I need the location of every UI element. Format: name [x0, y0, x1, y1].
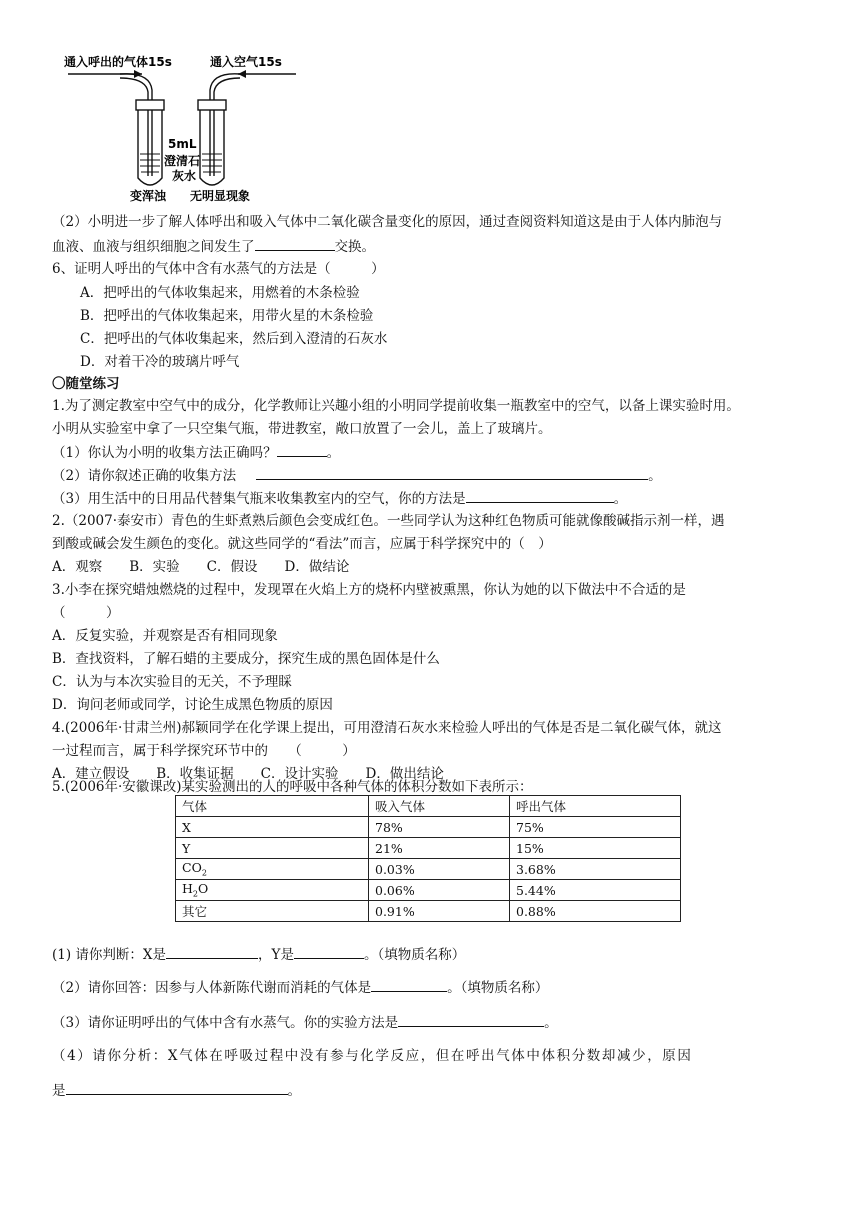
q6-option-b[interactable]: B．把呼出的气体收集起来，用带火星的木条检验	[80, 308, 374, 324]
p2-line1: 2.（2007·泰安市）青色的生虾煮熟后颜色会变成红色。一些同学认为这种红色物质可能就像酸碱指示剂一样，遇	[52, 513, 725, 529]
figure-result-left: 变浑浊	[130, 189, 167, 203]
figure-volume-label: 5mL	[168, 137, 197, 151]
p5-q1	[52, 944, 465, 965]
p1-q1-blank[interactable]	[277, 442, 327, 457]
p1-q2	[52, 465, 662, 486]
p5-q3-tail: 。	[544, 1015, 558, 1031]
p1-line2: 小明从实验室中拿了一只空集气瓶，带进教室，敞口放置了一会儿，盖上了玻璃片。	[52, 421, 552, 437]
p3-line1: 3.小李在探究蜡烛燃烧的过程中，发现罩在火焰上方的烧杯内壁被熏黑，你认为她的以下做法中不合适的是	[52, 582, 686, 598]
p1-q3-blank[interactable]	[466, 488, 614, 503]
p5-q1-tail: 。（填物质名称）	[363, 947, 466, 963]
p4-line1: 4.(2006年·甘肃兰州)郝颖同学在化学课上提出，可用澄清石灰水来检验人呼出的气体是否是二氧化碳气体，就这	[52, 720, 722, 736]
table-header: 呼出气体	[510, 796, 681, 817]
table-cell: 21%	[369, 838, 510, 859]
table-cell: 0.03%	[369, 859, 510, 880]
figure-label-left: 通入呼出的气体15s	[64, 55, 172, 69]
p5-q2	[52, 977, 548, 998]
table-row	[176, 901, 681, 922]
table-cell: Y	[176, 838, 369, 859]
q5-2-line2	[52, 236, 375, 257]
right-test-tube	[198, 74, 240, 185]
p5-stem: 5.(2006年·安徽课改)某实验测出的人的呼吸中各种气体的体积分数如下表所示：	[52, 779, 533, 795]
p3-option-a[interactable]: A．反复实验，并观察是否有相同现象	[52, 628, 278, 644]
q6-option-a[interactable]: A．把呼出的气体收集起来，用燃着的木条检验	[80, 285, 360, 301]
p1-q1	[52, 442, 340, 463]
p1-q2-blank[interactable]	[256, 465, 648, 480]
p3-line2: （ ）	[52, 605, 120, 621]
q5-2-blank[interactable]	[255, 236, 335, 251]
table-cell: 15%	[510, 838, 681, 859]
right-tube-liquid	[202, 154, 222, 172]
p5-q1-mid: ，Y是	[258, 947, 294, 963]
figure-liquid-label-1: 澄清石	[164, 154, 201, 168]
table-cell: $CO_2$	[176, 859, 369, 880]
table-row	[176, 817, 681, 838]
table-row	[176, 838, 681, 859]
p5-q1-text: (1) 请你判断：X是	[52, 947, 167, 963]
p3-option-b[interactable]: B．查找资料，了解石蜡的主要成分，探究生成的黑色固体是什么	[52, 651, 440, 667]
table-cell: 3.68%	[510, 859, 681, 880]
p5-q2-tail: 。（填物质名称）	[447, 980, 549, 996]
figure-result-right: 无明显现象	[190, 189, 251, 203]
table-cell: 其它	[176, 901, 369, 922]
table-cell: 0.06%	[369, 880, 510, 901]
p1-q3	[52, 488, 627, 509]
table-cell: 0.88%	[510, 901, 681, 922]
p3-option-d[interactable]: D．询问老师或同学，讨论生成黑色物质的原因	[52, 697, 333, 713]
table-cell: X	[176, 817, 369, 838]
p1-line1: 1.为了测定教室中空气中的成分，化学教师让兴趣小组的小明同学提前收集一瓶教室中的空气，以备上课实验时用。	[52, 398, 740, 414]
p5-q3-blank[interactable]	[398, 1012, 544, 1027]
q5-2-text: 血液、血液与组织细胞之间发生了	[52, 239, 255, 255]
table-row	[176, 880, 681, 901]
table-cell: 5.44%	[510, 880, 681, 901]
q6-option-d[interactable]: D．对着干冷的玻璃片呼气	[80, 354, 240, 370]
p1-q2-tail: 。	[648, 468, 662, 484]
table-cell: 78%	[369, 817, 510, 838]
p2-line2: 到酸或碱会发生颜色的变化。就这些同学的“看法”而言，应属于科学探究中的（ ）	[52, 536, 552, 552]
p1-q2-text: （2）请你叙述正确的收集方法	[52, 468, 237, 484]
table-cell: $H_2O$	[176, 880, 369, 901]
left-tube-liquid	[140, 154, 160, 172]
table-header-row	[176, 796, 681, 817]
p5-q4-line2	[52, 1080, 301, 1101]
p5-q4-line1: （4）请你分析：X气体在呼吸过程中没有参与化学反应，但在呼出气体中体积分数却减少，原因	[52, 1048, 693, 1064]
p5-q3	[52, 1012, 558, 1033]
table-cell: 75%	[510, 817, 681, 838]
p1-q3-tail: 。	[613, 491, 628, 507]
p4-options[interactable]: A．建立假设 B．收集证据 C．设计实验 D．做出结论	[52, 766, 444, 782]
q6-option-c[interactable]: C．把呼出的气体收集起来，然后到入澄清的石灰水	[80, 331, 388, 347]
p1-q3-text: （3）用生活中的日用品代替集气瓶来收集教室内的空气，你的方法是	[52, 491, 466, 507]
p1-q1-text: （1）你认为小明的收集方法正确吗？	[52, 445, 277, 461]
table-cell: 0.91%	[369, 901, 510, 922]
section-title: 〇随堂练习	[52, 376, 120, 392]
p5-q3-text: （3）请你证明呼出的气体中含有水蒸气。你的实验方法是	[52, 1015, 399, 1031]
p3-option-c[interactable]: C．认为与本次实验目的无关，不予理睬	[52, 674, 292, 690]
p1-q1-tail: 。	[326, 445, 341, 461]
q5-2-line1: （2）小明进一步了解人体呼出和吸入气体中二氧化碳含量变化的原因，通过查阅资料知道这是由于人体内肺泡与	[52, 214, 723, 230]
table-header: 吸入气体	[369, 796, 510, 817]
table-header: 气体	[176, 796, 369, 817]
p5-q2-blank[interactable]	[371, 977, 447, 992]
test-tube-figure	[60, 50, 300, 206]
p5-q2-text: （2）请你回答：因参与人体新陈代谢而消耗的气体是	[52, 980, 372, 996]
p4-line2: 一过程而言，属于科学探究环节中的 （ ）	[52, 743, 356, 759]
left-test-tube	[120, 74, 164, 185]
p5-q4-blank[interactable]	[66, 1080, 288, 1095]
p5-q1-blank-y[interactable]	[294, 944, 364, 959]
p5-q4-text: 是	[52, 1083, 66, 1099]
q5-2-tail: 交换。	[334, 239, 375, 255]
table-row	[176, 859, 681, 880]
figure-liquid-label-2: 灰水	[172, 169, 197, 183]
p2-options[interactable]: A．观察 B．实验 C．假设 D．做结论	[52, 559, 350, 575]
p5-q4-tail: 。	[287, 1083, 301, 1099]
p5-q1-blank-x[interactable]	[166, 944, 258, 959]
figure-label-right: 通入空气15s	[210, 55, 282, 69]
q6-stem: 6、证明人呼出的气体中含有水蒸气的方法是（ ）	[52, 261, 385, 277]
gas-volume-table	[175, 795, 681, 922]
